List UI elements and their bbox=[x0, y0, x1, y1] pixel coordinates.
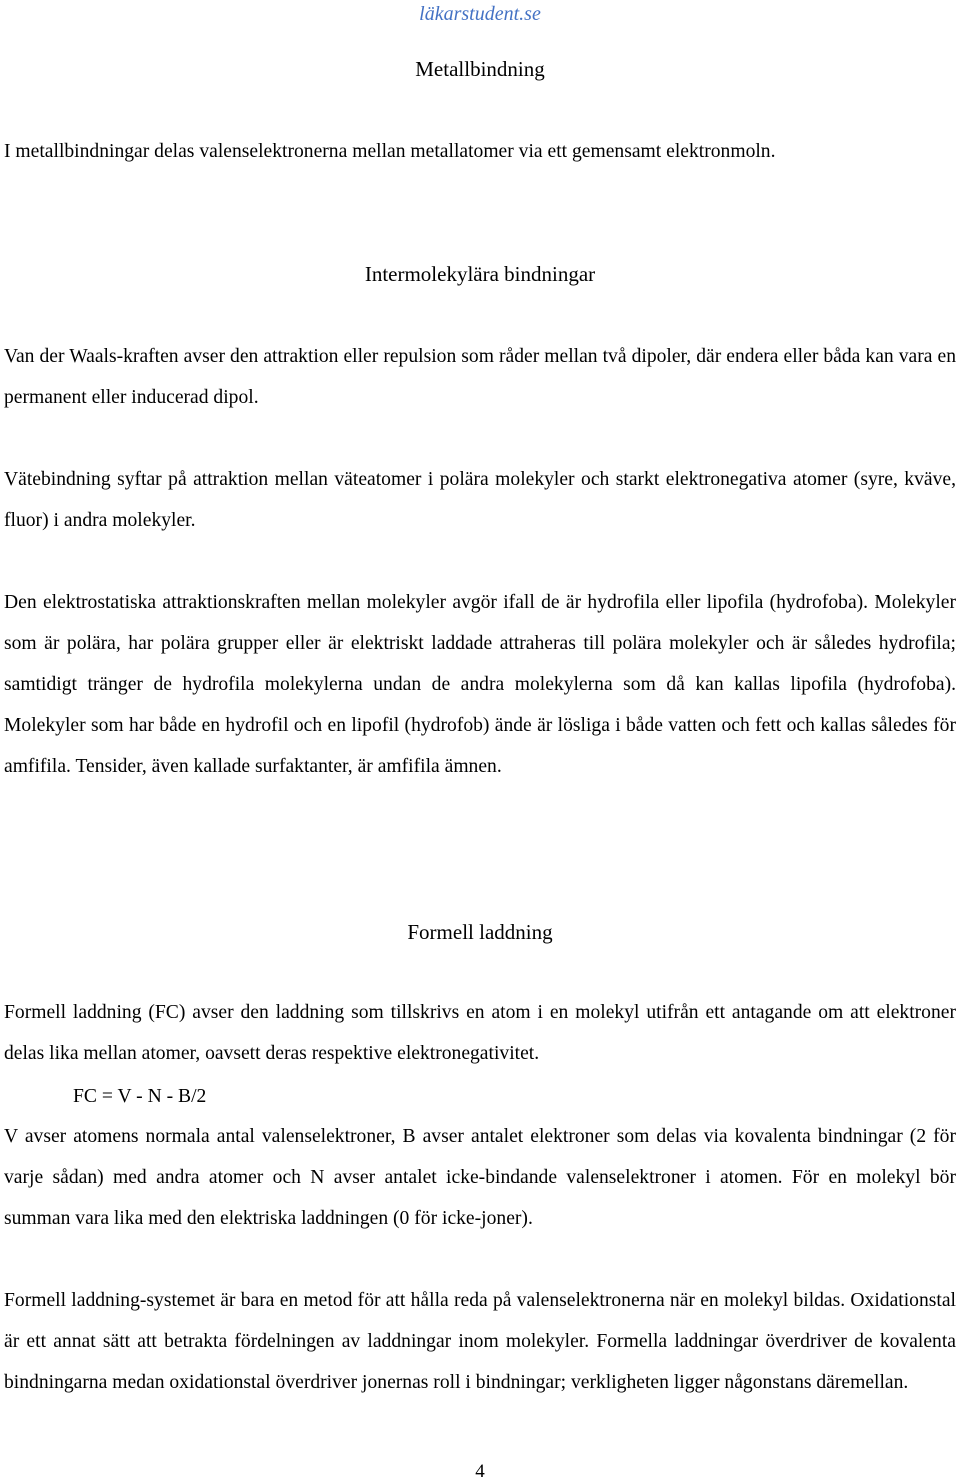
section-heading-formell-laddning: Formell laddning bbox=[407, 920, 553, 944]
section-heading-intermolekylara: Intermolekylära bindningar bbox=[364, 262, 596, 286]
paragraph-formell-laddning-variables: V avser atomens normala antal valenselektroner, B avser antalet elektroner som delas via kovalenta bindningar (2 för varje sådan) med andra atomer och N avser antalet icke-bindande valenselektroner i atomen. För en molekyl bör summan vara lika med den elektriska laddningen (0 för icke-joner). bbox=[4, 1126, 956, 1229]
paragraph-van-der-waals: Van der Waals-kraften avser den attraktion eller repulsion som råder mellan två dipoler, där endera eller båda kan vara en permanent eller inducerad dipol. bbox=[4, 346, 956, 408]
section-heading-metallbindning: Metallbindning bbox=[415, 57, 545, 81]
formula-fc: FC = V - N - B/2 bbox=[73, 1086, 207, 1107]
paragraph-metallbindning: I metallbindningar delas valenselektronerna mellan metallatomer via ett gemensamt elektronmoln. bbox=[4, 141, 776, 162]
paragraph-vatebindning: Vätebindning syftar på attraktion mellan väteatomer i polära molekyler och starkt elektronegativa atomer (syre, kväve, fluor) i andra molekyler. bbox=[4, 469, 956, 531]
page-number: 4 bbox=[475, 1461, 485, 1482]
paragraph-formell-laddning-definition: Formell laddning (FC) avser den laddning som tillskrivs en atom i en molekyl utifrån ett antagande om att elektroner delas lika mellan atomer, oavsett deras respektive elektronegativitet. bbox=[4, 1002, 956, 1064]
paragraph-hydrofila-lipofila: Den elektrostatiska attraktionskraften mellan molekyler avgör ifall de är hydrofila eller lipofila (hydrofoba). Molekyler som är polära, har polära grupper eller är elektriskt laddade attraheras till polära molekyler och är således hydrofila; samtidigt tränger de hydrofila molekylerna undan de andra molekylerna som då kan kallas lipofila (hydrofoba). Molekyler som har både en hydrofil och en lipofil (hydrofob) ände är lösliga i både vatten och fett och kallas således för amfifila. Tensider, även kallade surfaktanter, är amfifila ämnen. bbox=[4, 592, 956, 777]
paragraph-formell-laddning-system: Formell laddning-systemet är bara en metod för att hålla reda på valenselektronerna när en molekyl bildas. Oxidationstal är ett annat sätt att betrakta fördelningen av laddningar inom molekyler. Formella laddningar överdriver de kovalenta bindningarna medan oxidationstal överdriver jonernas roll i bindningar; verkligheten ligger någonstans däremellan. bbox=[4, 1290, 956, 1393]
site-link[interactable]: läkarstudent.se bbox=[419, 3, 541, 25]
